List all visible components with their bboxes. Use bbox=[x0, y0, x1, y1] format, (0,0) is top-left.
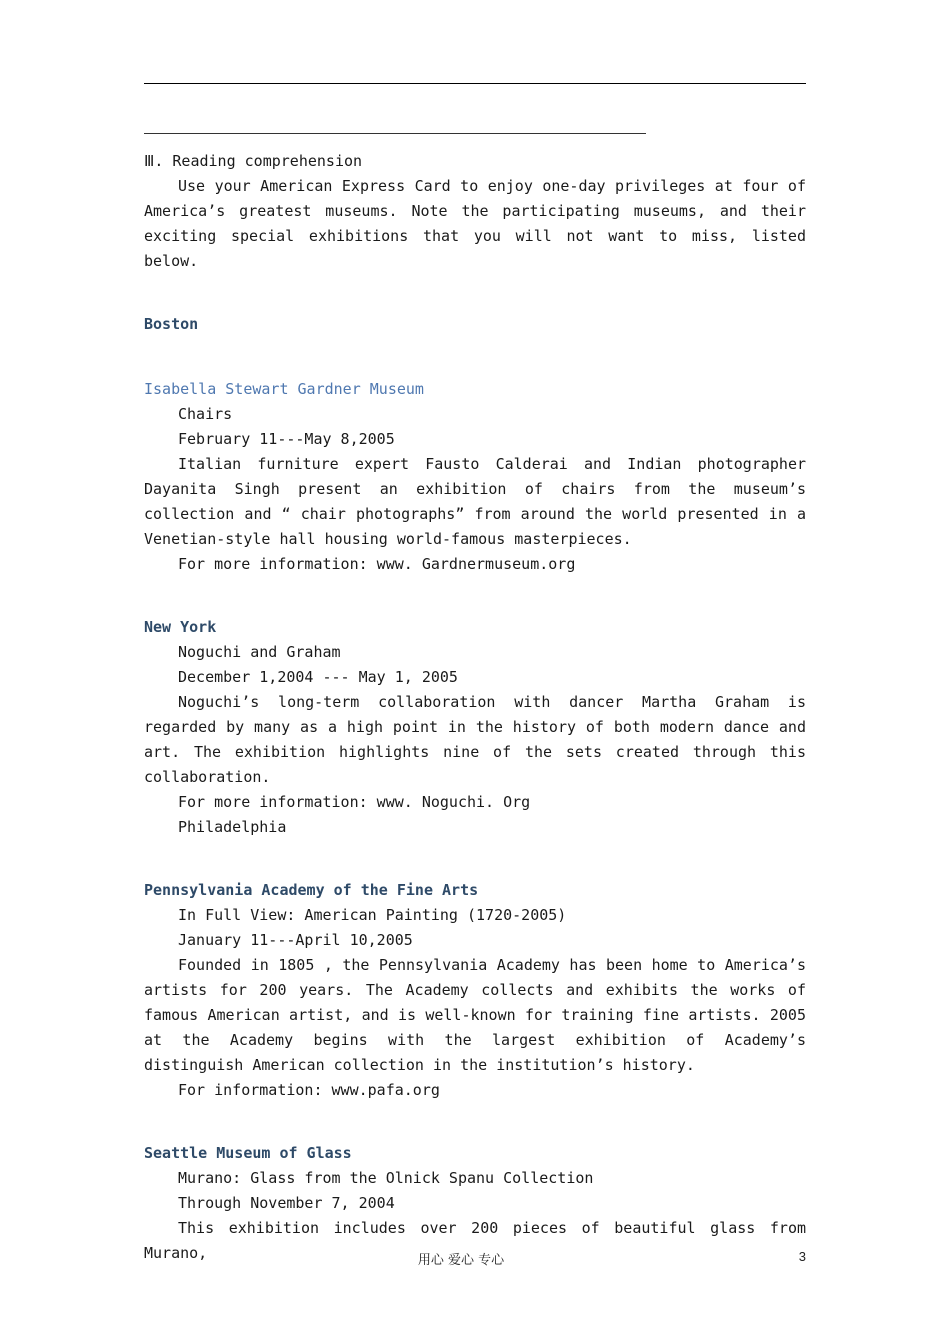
city-heading-new-york: New York bbox=[144, 618, 217, 636]
footer-motto: 用心 爱心 专心 bbox=[417, 1253, 505, 1268]
exhibition-dates: February 11---May 8,2005 bbox=[178, 430, 395, 448]
page-content bbox=[144, 149, 806, 1266]
exhibition-title: In Full View: American Painting (1720-2005) bbox=[178, 906, 567, 924]
exhibition-description: Italian furniture expert Fausto Calderai and Indian photographer Dayanita Singh present an exhibition of chairs from the museum’s collection and “ chair photographs” from around the world presented in a Venetian-style hall housing world-famous masterpieces. bbox=[144, 455, 806, 548]
more-info-link: For information: www.pafa.org bbox=[178, 1081, 440, 1099]
section-title: Ⅲ. Reading comprehension bbox=[144, 152, 363, 170]
exhibition-description: This exhibition includes over 200 pieces of beautiful glass from Murano, bbox=[144, 1219, 806, 1262]
header-rule bbox=[144, 83, 806, 84]
museum-heading-gardner: Isabella Stewart Gardner Museum bbox=[144, 380, 424, 398]
exhibition-dates: January 11---April 10,2005 bbox=[178, 931, 413, 949]
exhibition-title: Murano: Glass from the Olnick Spanu Collection bbox=[178, 1169, 594, 1187]
museum-heading-seattle: Seattle Museum of Glass bbox=[144, 1144, 352, 1162]
exhibition-description: Noguchi’s long-term collaboration with dancer Martha Graham is regarded by many as a high point in the history of both modern dance and art. The exhibition highlights nine of the sets created through this collaboration. bbox=[144, 693, 806, 786]
more-info-link: For more information: www. Gardnermuseum.org bbox=[178, 555, 576, 573]
intro-paragraph: Use your American Express Card to enjoy one-day privileges at four of America’s greatest museums. Note the participating museums, and their exciting special exhibitions that you will not want to miss, listed below. bbox=[144, 177, 806, 270]
city-heading-boston: Boston bbox=[144, 315, 199, 333]
dash-separator bbox=[144, 133, 646, 134]
exhibition-title: Noguchi and Graham bbox=[178, 643, 341, 661]
museum-heading-pafa: Pennsylvania Academy of the Fine Arts bbox=[144, 881, 479, 899]
exhibition-dates: Through November 7, 2004 bbox=[178, 1194, 395, 1212]
page-number: 3 bbox=[798, 1249, 806, 1264]
more-info-link: For more information: www. Noguchi. Org bbox=[178, 793, 531, 811]
exhibition-description: Founded in 1805 , the Pennsylvania Academy has been home to America’s artists for 200 years. The Academy collects and exhibits the works of famous American artist, and is well-known for training fine artists. 2005 at the Academy begins with the largest exhibition of Academy’s distinguish American collection in the institution’s history. bbox=[144, 956, 806, 1074]
exhibition-dates: December 1,2004 --- May 1, 2005 bbox=[178, 668, 458, 686]
city-label-philadelphia: Philadelphia bbox=[178, 818, 287, 836]
exhibition-title: Chairs bbox=[178, 405, 233, 423]
